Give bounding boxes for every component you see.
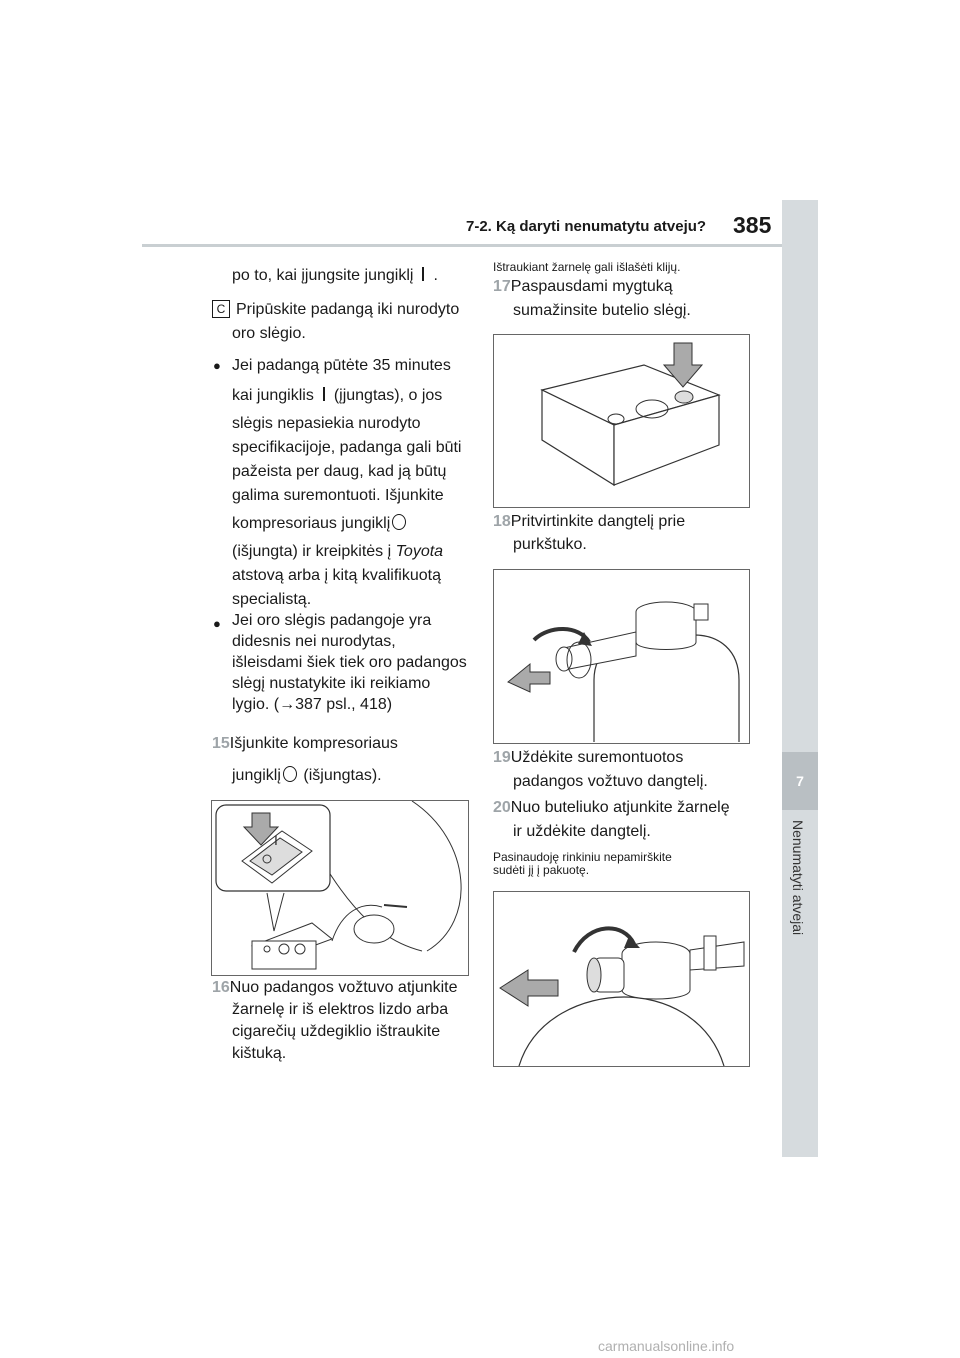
- valve-cap-illustration: [494, 892, 749, 1066]
- text-line: padangos vožtuvo dangtelį.: [513, 773, 708, 790]
- compressor-switch-illustration: [212, 801, 468, 975]
- text-line: specialistą.: [232, 591, 312, 608]
- chapter-label: Nenumatyti atvejai: [790, 820, 806, 936]
- text-line: oro slėgio.: [232, 325, 306, 342]
- substep-c: C Pripūskite padangą iki nurodyto: [212, 296, 459, 324]
- step-number: 15: [212, 735, 230, 752]
- section-title: 7-2. Ką daryti nenumatytu atveju?: [466, 218, 707, 235]
- step-18: 18Pritvirtinkite dangtelį prie: [493, 513, 686, 530]
- text-line: cigarečių uždegiklio ištraukite: [232, 1023, 441, 1040]
- on-symbol-icon: [323, 387, 325, 401]
- text-line: kompresoriaus jungiklį: [232, 510, 408, 538]
- step-19: 19Uždėkite suremontuotos: [493, 749, 684, 766]
- off-symbol-icon: [283, 766, 297, 782]
- figure-pressure-button: [493, 334, 750, 508]
- substep-c-label: C: [212, 300, 230, 318]
- text-line: (išjungta) ir kreipkitės į Toyota: [232, 543, 444, 560]
- bullet-icon: ●: [213, 616, 221, 631]
- off-symbol-icon: [392, 514, 406, 530]
- on-symbol-icon: [422, 267, 424, 281]
- text-line: jungiklį (išjungtas).: [232, 767, 382, 784]
- text-line: kištuką.: [232, 1045, 287, 1062]
- text-line: sumažinsite butelio slėgį.: [513, 302, 691, 319]
- step-number: 20: [493, 799, 511, 816]
- step-number: 19: [493, 749, 511, 766]
- bullet-2: [213, 610, 221, 638]
- text-line: slėgis nepasiekia nurodyto: [232, 415, 421, 432]
- step-number: 16: [212, 979, 230, 996]
- header-rule: [142, 244, 782, 247]
- figure-compressor-switch: [211, 800, 469, 976]
- figure-nozzle-cap: [493, 569, 750, 744]
- text-line: lygio. (→387 psl., 418): [232, 696, 393, 713]
- page-number: 385: [733, 212, 772, 238]
- text-line: didesnis nei nurodytas,: [232, 633, 396, 650]
- text-line: išleisdami šiek tiek oro padangos: [232, 654, 467, 671]
- text-line: Jei padangą pūtėte 35 minutes: [232, 357, 451, 374]
- text-line: atstovą arba į kitą kvalifikuotą: [232, 567, 441, 584]
- step-20: 20Nuo buteliuko atjunkite žarnelę: [493, 799, 730, 816]
- chapter-side-tab: [782, 200, 818, 1157]
- note-text: sudėti jį į pakuotę.: [493, 863, 590, 877]
- note-text: Ištraukiant žarnelę gali išlašėti klijų.: [493, 260, 681, 274]
- watermark: carmanualsonline.info: [598, 1338, 735, 1354]
- step-17: 17Paspausdami mygtuką: [493, 278, 673, 295]
- step-number: 18: [493, 513, 511, 530]
- note-text: Pasinaudoję rinkiniu nepamirškite: [493, 850, 672, 864]
- text-line: ir uždėkite dangtelį.: [513, 823, 651, 840]
- step-16: 16Nuo padangos vožtuvo atjunkite: [212, 979, 458, 996]
- bullet-1: [213, 352, 221, 380]
- step-15: 15Išjunkite kompresoriaus: [212, 735, 398, 752]
- pressure-button-illustration: [494, 335, 749, 507]
- chapter-number: 7: [782, 752, 818, 810]
- text-line: Jei oro slėgis padangoje yra: [232, 612, 432, 629]
- text-line: žarnelę ir iš elektros lizdo arba: [232, 1001, 449, 1018]
- text-line: pažeista per daug, kad ją būtų: [232, 463, 447, 480]
- nozzle-cap-illustration: [494, 570, 749, 743]
- figure-valve-cap: [493, 891, 750, 1067]
- text-line: po to, kai įjungsite jungiklį .: [232, 267, 438, 284]
- text-line: purkštuko.: [513, 536, 587, 553]
- step-number: 17: [493, 278, 511, 295]
- bullet-icon: ●: [213, 358, 221, 373]
- text-line: slėgį nustatykite iki reikiamo: [232, 675, 431, 692]
- switch-on-mark: I: [274, 832, 278, 848]
- text-line: specifikacijoje, padanga gali būti: [232, 439, 462, 456]
- text-line: galima suremontuoti. Išjunkite: [232, 487, 444, 504]
- text-line: kai jungiklis (įjungtas), o jos: [232, 387, 443, 404]
